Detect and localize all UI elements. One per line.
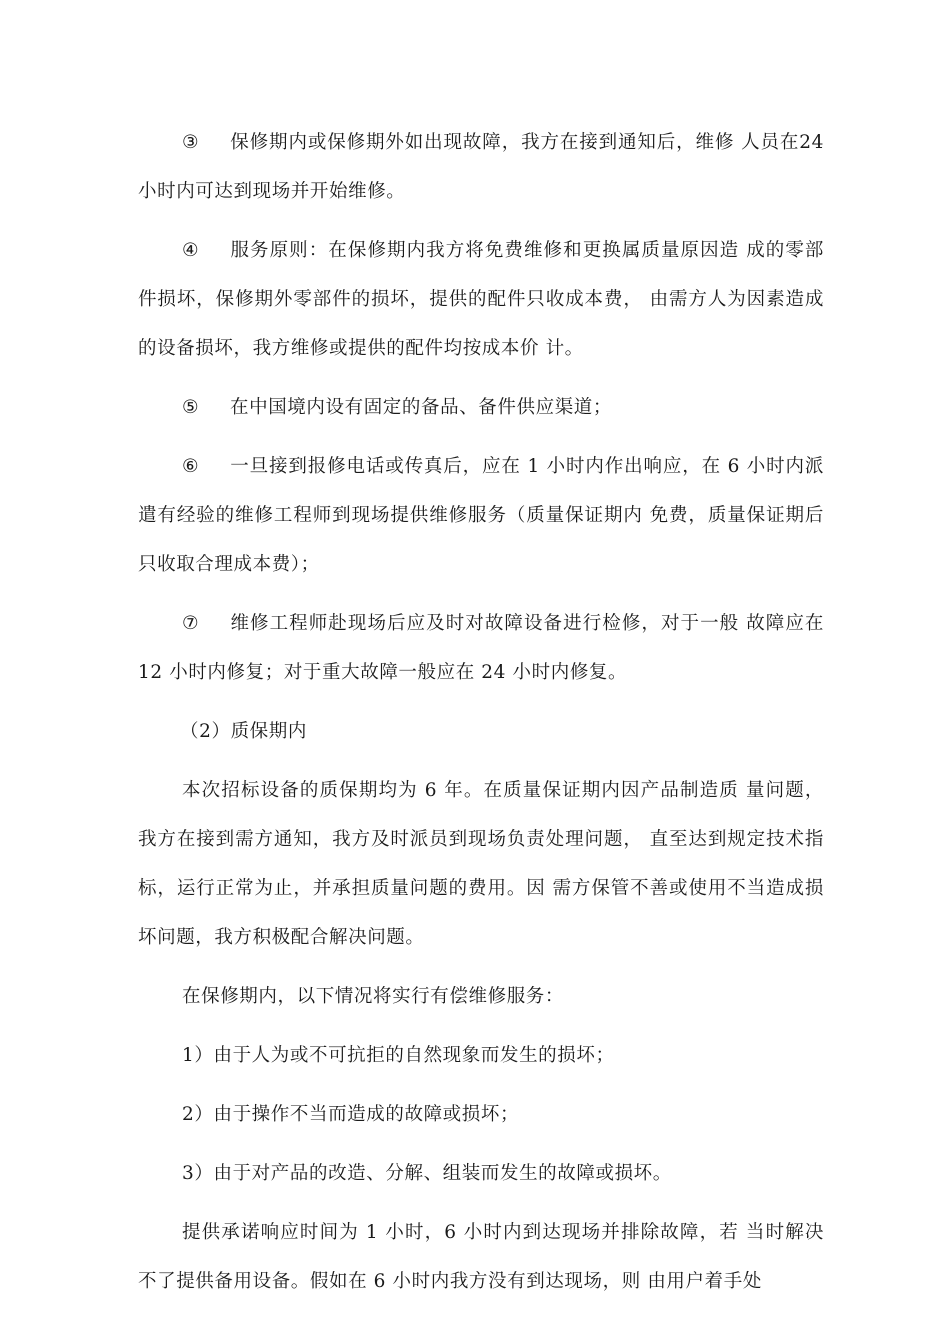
list-item-3 bbox=[138, 1149, 824, 1198]
list-item-text: 3）由于对产品的改造、分解、组装而发生的故障或损坏。 bbox=[182, 1163, 672, 1184]
paragraph-text: 保修期内或保修期外如出现故障，我方在接到通知后，维修 人员在24 小时内可达到现场并开始维修。 bbox=[138, 132, 824, 202]
item-marker: ⑤ bbox=[182, 397, 200, 418]
list-item-2 bbox=[138, 1090, 824, 1139]
item-marker: ③ bbox=[182, 132, 200, 153]
paragraph-item-7 bbox=[138, 599, 824, 697]
item-marker: ⑦ bbox=[182, 613, 200, 634]
paragraph-text: 在中国境内设有固定的备品、备件供应渠道； bbox=[230, 397, 613, 418]
item-marker: ④ bbox=[182, 240, 200, 261]
paragraph-response-time bbox=[138, 1208, 824, 1306]
document-body bbox=[138, 118, 824, 1316]
paragraph-text: 本次招标设备的质保期均为 6 年。在质量保证期内因产品制造质 量问题，我方在接到需方通知，我方及时派员到现场负责处理问题， 直至达到规定技术指标，运行正常为止，并承担质量问题的费用。因 需方保管不善或使用不当造成损坏问题，我方积极配合解决问题。 bbox=[138, 780, 824, 948]
section-heading bbox=[138, 707, 824, 756]
list-item-text: 1）由于人为或不可抗拒的自然现象而发生的损坏； bbox=[182, 1045, 615, 1066]
item-marker: ⑥ bbox=[182, 456, 200, 477]
list-item-1 bbox=[138, 1031, 824, 1080]
list-item-text: 2）由于操作不当而造成的故障或损坏； bbox=[182, 1104, 520, 1125]
paragraph-text: 提供承诺响应时间为 1 小时，6 小时内到达现场并排除故障，若 当时解决不了提供备用设备。假如在 6 小时内我方没有到达现场，则 由用户着手处 bbox=[138, 1222, 824, 1292]
paragraph-item-4 bbox=[138, 226, 824, 373]
paragraph-item-3 bbox=[138, 118, 824, 216]
paragraph-item-5 bbox=[138, 383, 824, 432]
paragraph-item-6 bbox=[138, 442, 824, 589]
paragraph-warranty bbox=[138, 766, 824, 962]
paragraph-text: 服务原则：在保修期内我方将免费维修和更换属质量原因造 成的零部件损坏，保修期外零部件的损坏，提供的配件只收成本费， 由需方人为因素造成的设备损坏，我方维修或提供的配件均按成本价 计。 bbox=[138, 240, 824, 359]
section-heading-text: （2）质保期内 bbox=[180, 721, 307, 742]
paragraph-paid-service-intro bbox=[138, 972, 824, 1021]
paragraph-text: 维修工程师赴现场后应及时对故障设备进行检修，对于一般 故障应在 12 小时内修复；对于重大故障一般应在 24 小时内修复。 bbox=[138, 613, 824, 683]
paragraph-text: 在保修期内，以下情况将实行有偿维修服务： bbox=[182, 986, 565, 1007]
paragraph-text: 一旦接到报修电话或传真后，应在 1 小时内作出响应，在 6 小时内派遣有经验的维修工程师到现场提供维修服务（质量保证期内 免费，质量保证期后只收取合理成本费）； bbox=[138, 456, 824, 575]
